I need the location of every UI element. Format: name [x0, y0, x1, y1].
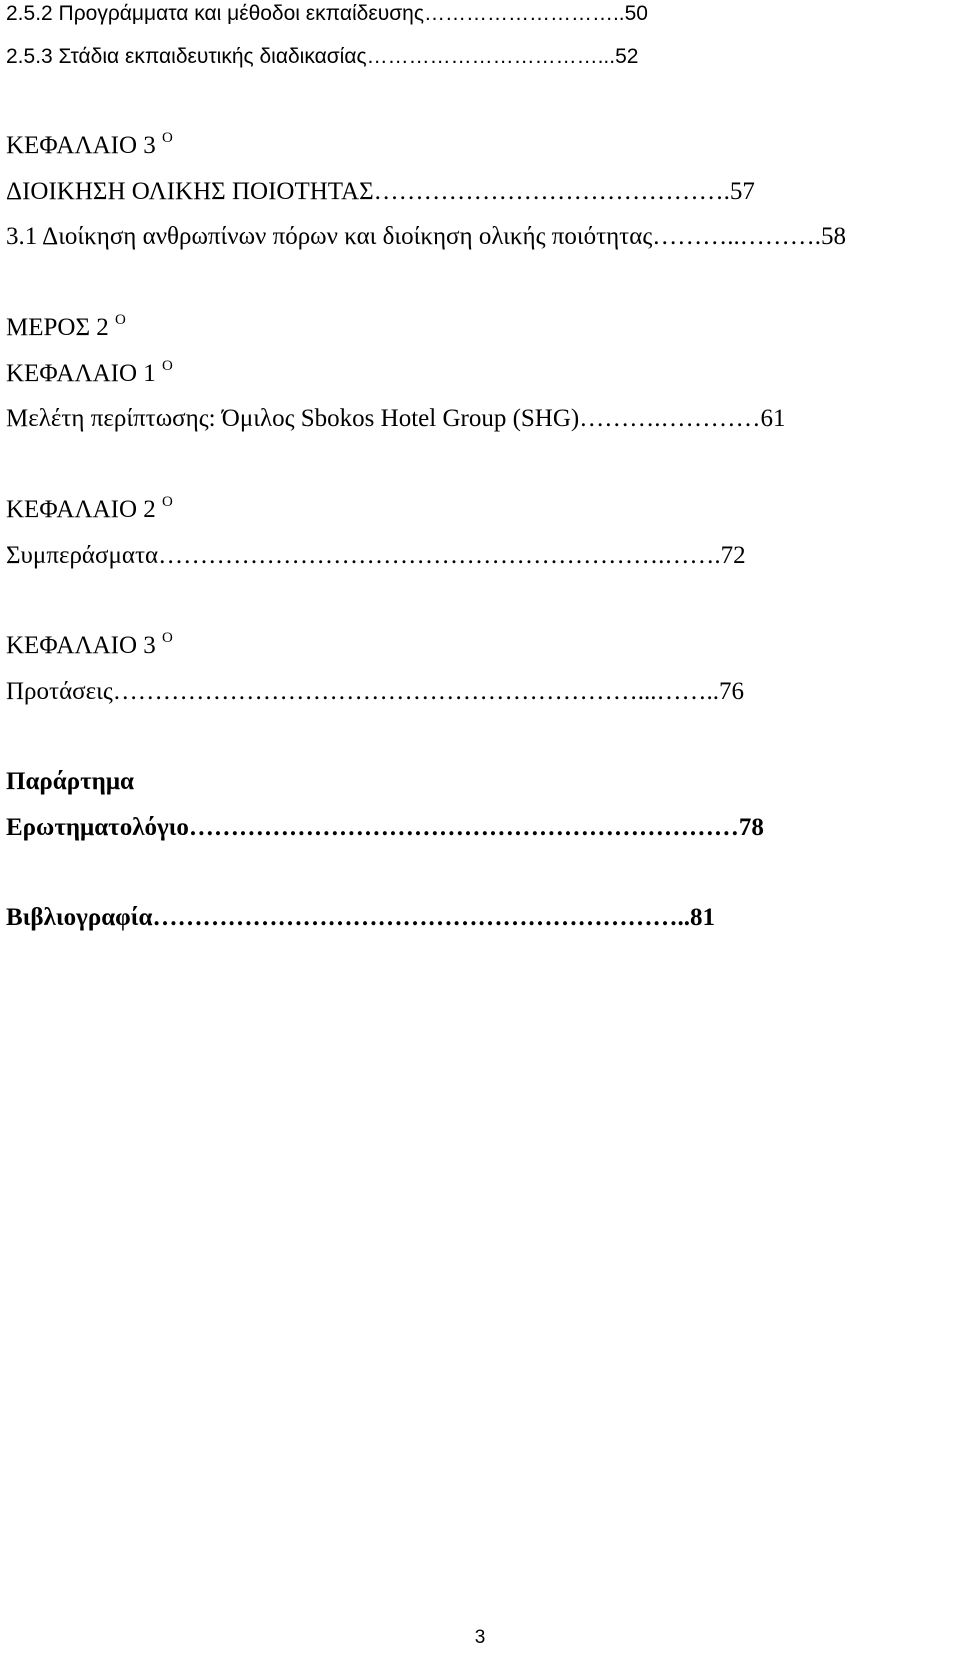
part-2-label: ΜΕΡΟΣ 2: [6, 314, 109, 341]
appendix-heading: Παράρτημα: [6, 768, 134, 795]
part-2-chapter-2-heading: [6, 495, 173, 525]
toc-entry-conclusions: Συμπεράσματα…………………………………………………….…….72: [6, 542, 746, 569]
part-2-chapter-1-heading: [6, 359, 173, 389]
page-number: 3: [474, 1627, 486, 1648]
part-2-chapter-1-label: ΚΕΦΑΛΑΙΟ 1: [6, 360, 156, 387]
toc-entry-3-1: 3.1 Διοίκηση ανθρωπίνων πόρων και διοίκηση ολικής ποιότητας………..……….58: [6, 223, 846, 250]
chapter-3-heading: [6, 131, 173, 161]
toc-entry-2-5-2: 2.5.2 Προγράμματα και μέθοδοι εκπαίδευσης………………………..50: [6, 2, 648, 25]
part-2-chapter-3-ordinal: Ο: [162, 630, 173, 646]
part-2-chapter-3-heading: [6, 631, 173, 661]
part-2-heading: [6, 313, 126, 343]
toc-entry-bibliography: Βιβλιογραφία………………………………………………………..81: [6, 904, 715, 931]
chapter-3-ordinal: Ο: [162, 130, 173, 146]
toc-entry-2-5-3: 2.5.3 Στάδια εκπαιδευτικής διαδικασίας……………………………...52: [6, 45, 639, 68]
toc-entry-proposals: Προτάσεις………………………………………………………...……..76: [6, 678, 745, 705]
part-2-ordinal: Ο: [115, 312, 126, 328]
part-2-chapter-1-ordinal: Ο: [162, 358, 173, 374]
part-2-chapter-2-label: ΚΕΦΑΛΑΙΟ 2: [6, 496, 156, 523]
chapter-3-label: ΚΕΦΑΛΑΙΟ 3: [6, 132, 156, 159]
part-2-chapter-3-label: ΚΕΦΑΛΑΙΟ 3: [6, 632, 156, 659]
toc-entry-total-quality-management: ΔΙΟΙΚΗΣΗ ΟΛΙΚΗΣ ΠΟΙΟΤΗΤΑΣ…………………………………….57: [6, 178, 755, 205]
toc-entry-case-study: Μελέτη περίπτωσης: Όμιλος Sbokos Hotel Group (SHG)……….…………61: [6, 405, 786, 432]
part-2-chapter-2-ordinal: Ο: [162, 494, 173, 510]
toc-entry-questionnaire: Ερωτηματολόγιο…………………………………………………………78: [6, 814, 764, 841]
